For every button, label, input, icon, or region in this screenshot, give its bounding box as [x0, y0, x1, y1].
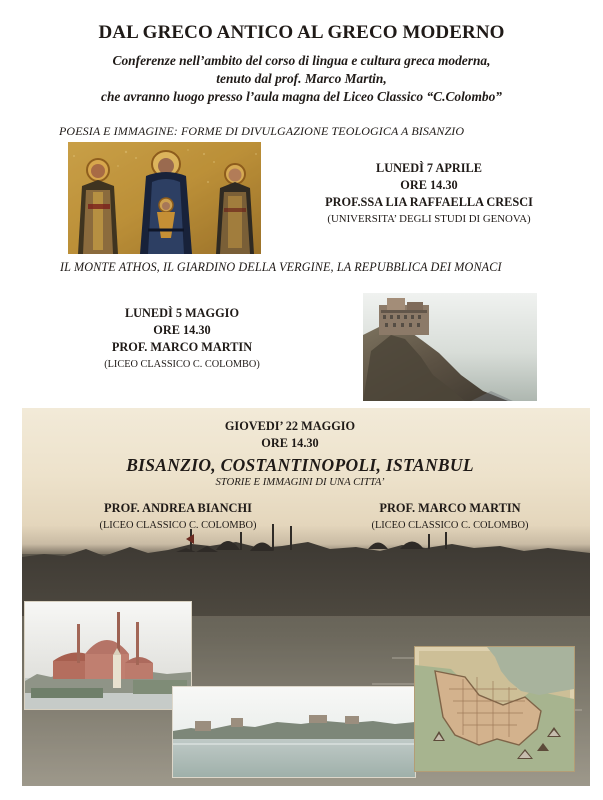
mount-athos-icon — [363, 293, 537, 401]
intro-line-1: Conferenze nell’ambito del corso di lingua e cultura greca moderna, — [112, 53, 491, 68]
event2-time: ORE 14.30 — [153, 323, 211, 337]
event1-affiliation: (UNIVERSITA’ DEGLI STUDI DI GENOVA) — [327, 213, 531, 225]
event1-title: POESIA E IMMAGINE: FORME DI DIVULGAZIONE TEOLOGICA A BISANZIO — [59, 124, 465, 138]
event3-date: GIOVEDI’ 22 MAGGIO — [224, 419, 356, 433]
event2-speaker: PROF. MARCO MARTIN — [111, 340, 253, 354]
event3-title: BISANZIO, COSTANTINOPOLI, ISTANBUL — [126, 455, 474, 475]
event1-time: ORE 14.30 — [400, 178, 458, 192]
event1-date: LUNEDÌ 7 APRILE — [376, 161, 482, 175]
event3-speaker-right — [365, 500, 535, 534]
intro-line-2: tenuto dal prof. Marco Martin, — [216, 71, 387, 86]
event3-time: ORE 14.30 — [261, 436, 319, 450]
speaker-left-affiliation: (LICEO CLASSICO C. COLOMBO) — [99, 520, 257, 531]
speaker-right-affiliation: (LICEO CLASSICO C. COLOMBO) — [371, 520, 529, 531]
event2-info — [84, 305, 280, 373]
event1-speaker: PROF.SSA LIA RAFFAELLA CRESCI — [325, 195, 533, 209]
bosphorus-coast-icon — [173, 687, 415, 777]
mosaic-icon — [68, 142, 261, 254]
event1-info — [314, 160, 544, 228]
hagia-sophia-icon — [25, 602, 191, 709]
speaker-left-name: PROF. ANDREA BIANCHI — [104, 501, 252, 515]
intro-text — [0, 52, 603, 106]
old-map-image — [414, 646, 575, 772]
event3-subtitle: STORIE E IMMAGINI DI UNA CITTA’ — [215, 476, 385, 488]
event2-title: IL MONTE ATHOS, IL GIARDINO DELLA VERGINE, LA REPUBBLICA DEI MONACI — [60, 260, 502, 274]
constantinople-map-icon — [415, 647, 574, 771]
event3-info — [140, 418, 440, 452]
byzantine-mosaic-image — [68, 142, 261, 254]
intro-line-3: che avranno luogo presso l’aula magna del Liceo Classico “C.Colombo” — [101, 89, 502, 104]
monastery-image — [363, 293, 537, 401]
event2-affiliation: (LICEO CLASSICO C. COLOMBO) — [104, 359, 260, 370]
event3-speaker-left — [84, 500, 272, 534]
hagia-sophia-image — [24, 601, 192, 710]
page-title: DAL GRECO ANTICO AL GRECO MODERNO — [98, 22, 505, 43]
speaker-right-name: PROF. MARCO MARTIN — [379, 501, 521, 515]
bosphorus-image — [172, 686, 416, 778]
event2-date: LUNEDÌ 5 MAGGIO — [124, 306, 240, 320]
